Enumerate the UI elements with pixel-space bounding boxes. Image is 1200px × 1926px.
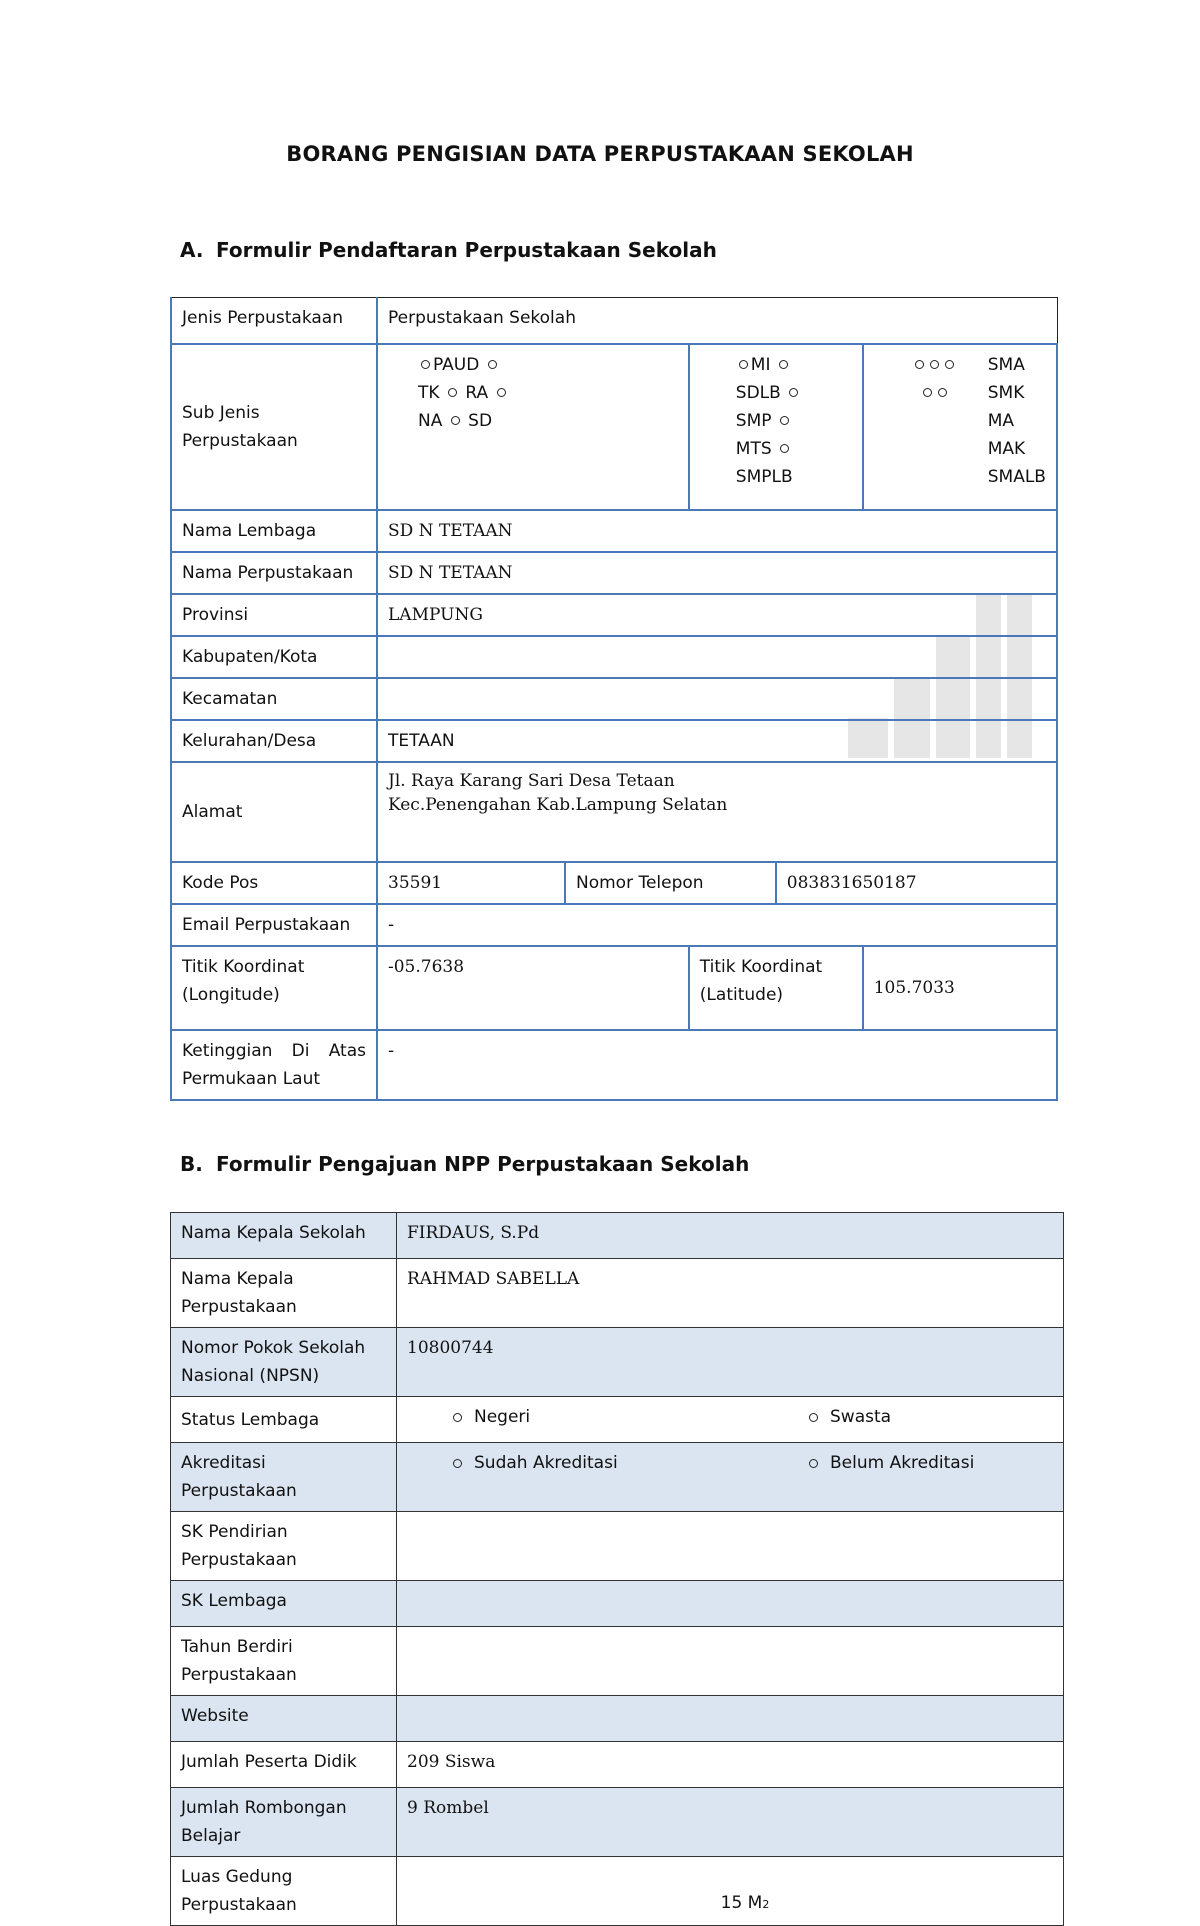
ketinggian-label: Ketinggian Di Atas Permukaan Laut [171,1030,377,1100]
alamat-line2: Kec.Penengahan Kab.Lampung Selatan [388,794,728,815]
nama-perpus-label: Nama Perpustakaan [171,552,377,594]
sub-jenis-label: Sub Jenis Perpustakaan [171,344,377,510]
radio-negeri[interactable] [453,1413,462,1422]
section-b-heading [180,1152,749,1176]
section-a-heading [180,238,717,262]
status-options [397,1397,1064,1443]
opt-sd: SD [468,410,493,431]
luas-unit-sub: 2 [762,1898,770,1911]
alamat-label: Alamat [171,762,377,862]
row-kepala-perpus [171,1259,1064,1328]
email-label: Email Perpustakaan [171,904,377,946]
website-value[interactable] [397,1696,1064,1742]
opt-na: NA [418,410,443,431]
longitude-value[interactable]: -05.7638 [377,946,689,1030]
sk-pendirian-label: SK Pendirian Perpustakaan [171,1512,397,1581]
row-tahun [171,1627,1064,1696]
sk-lembaga-label: SK Lembaga [171,1581,397,1627]
akreditasi-options [397,1443,1064,1512]
status-label: Status Lembaga [171,1397,397,1443]
peserta-label: Jumlah Peserta Didik [171,1742,397,1788]
peserta-value[interactable]: 209 Siswa [397,1742,1064,1788]
kecamatan-label: Kecamatan [171,678,377,720]
tahun-value[interactable] [397,1627,1064,1696]
opt-smp: SMP [735,410,772,431]
status-swasta: Swasta [830,1407,892,1427]
radio-mi[interactable] [739,360,748,369]
latitude-value[interactable]: 105.7033 [863,946,1057,1030]
sk-lembaga-value[interactable] [397,1581,1064,1627]
sub-jenis-col3 [863,344,1057,510]
status-negeri: Negeri [474,1407,531,1427]
opt-paud: PAUD [433,354,480,375]
radio-sd[interactable] [451,416,460,425]
ketinggian-value[interactable]: - [377,1030,1057,1100]
opt-tk: TK [418,382,440,403]
radio-ma[interactable] [945,360,954,369]
row-sk-lembaga [171,1581,1064,1627]
sub-jenis-col2 [689,344,863,510]
row-kecamatan [171,678,1057,720]
radio-belum-akreditasi[interactable] [809,1459,818,1468]
kepala-perpus-value[interactable]: RAHMAD SABELLA [397,1259,1064,1328]
jenis-label: Jenis Perpustakaan [171,298,377,344]
row-sub-jenis [171,344,1057,510]
section-a-letter: A. [180,238,204,262]
row-email [171,904,1057,946]
website-label: Website [171,1696,397,1742]
registration-form-table [170,297,1058,1101]
row-kabupaten [171,636,1057,678]
npsn-label: Nomor Pokok Sekolah Nasional (NPSN) [171,1328,397,1397]
opt-mts: MTS [735,438,772,459]
row-provinsi [171,594,1057,636]
opt-sdlb: SDLB [735,382,781,403]
rombel-value[interactable]: 9 Rombel [397,1788,1064,1857]
row-kodepos [171,862,1057,904]
luas-value-cell[interactable] [397,1857,1064,1926]
latitude-label: Titik Koordinat (Latitude) [689,946,863,1030]
kabupaten-label: Kabupaten/Kota [171,636,377,678]
nama-lembaga-value[interactable]: SD N TETAAN [377,510,1057,552]
row-rombel [171,1788,1064,1857]
section-b-title: Formulir Pengajuan NPP Perpustakaan Sekolah [216,1152,750,1176]
opt-ma: MA [987,410,1015,431]
radio-ra[interactable] [448,388,457,397]
akreditasi-sudah: Sudah Akreditasi [474,1453,618,1473]
opt-ra: RA [465,382,489,403]
kelurahan-value[interactable]: TETAAN [377,720,1057,762]
longitude-label: Titik Koordinat (Longitude) [171,946,377,1030]
row-status [171,1397,1064,1443]
row-akreditasi [171,1443,1064,1512]
nama-perpus-value[interactable]: SD N TETAAN [377,552,1057,594]
row-koordinat [171,946,1057,1030]
radio-paud[interactable] [421,360,430,369]
opt-sma: SMA [987,354,1025,375]
row-ketinggian [171,1030,1057,1100]
email-value[interactable]: - [377,904,1057,946]
rombel-label: Jumlah Rombongan Belajar [171,1788,397,1857]
radio-swasta[interactable] [809,1413,818,1422]
telepon-value[interactable]: 083831650187 [776,862,1057,904]
kepala-perpus-label: Nama Kepala Perpustakaan [171,1259,397,1328]
radio-smk[interactable] [930,360,939,369]
row-luas [171,1857,1064,1926]
kepala-sekolah-label: Nama Kepala Sekolah [171,1213,397,1259]
radio-mts[interactable] [780,416,789,425]
kepala-sekolah-value[interactable]: FIRDAUS, S.Pd [397,1213,1064,1259]
npsn-value[interactable]: 10800744 [397,1328,1064,1397]
luas-label: Luas Gedung Perpustakaan [171,1857,397,1926]
akreditasi-belum: Belum Akreditasi [830,1453,975,1473]
opt-smalb: SMALB [987,466,1046,487]
alamat-value[interactable] [377,762,1057,862]
kodepos-label: Kode Pos [171,862,377,904]
section-b-letter: B. [180,1152,203,1176]
section-a-title: Formulir Pendaftaran Perpustakaan Sekolah [216,238,717,262]
radio-sdlb[interactable] [779,360,788,369]
opt-mi: MI [750,354,771,375]
radio-mak[interactable] [923,388,932,397]
row-kepala-sekolah [171,1213,1064,1259]
opt-mak: MAK [987,438,1026,459]
kelurahan-label: Kelurahan/Desa [171,720,377,762]
tahun-label: Tahun Berdiri Perpustakaan [171,1627,397,1696]
kabupaten-value[interactable] [377,636,1057,678]
row-peserta [171,1742,1064,1788]
provinsi-value[interactable]: LAMPUNG [377,594,1057,636]
radio-smplb[interactable] [780,444,789,453]
row-jenis [171,298,1057,344]
jenis-value[interactable]: Perpustakaan Sekolah [377,298,1057,344]
sub-jenis-col1 [377,344,689,510]
kodepos-value[interactable]: 35591 [377,862,565,904]
radio-tk[interactable] [488,360,497,369]
telepon-label: Nomor Telepon [565,862,776,904]
row-nama-lembaga [171,510,1057,552]
radio-na[interactable] [497,388,506,397]
radio-sudah-akreditasi[interactable] [453,1459,462,1468]
row-kelurahan [171,720,1057,762]
page-title: BORANG PENGISIAN DATA PERPUSTAKAAN SEKOLAH [286,142,914,166]
radio-smalb[interactable] [938,388,947,397]
row-alamat [171,762,1057,862]
opt-smk: SMK [987,382,1025,403]
akreditasi-label: Akreditasi Perpustakaan [171,1443,397,1512]
radio-smp[interactable] [789,388,798,397]
kecamatan-value[interactable] [377,678,1057,720]
alamat-line1: Jl. Raya Karang Sari Desa Tetaan [388,770,675,791]
radio-sma[interactable] [915,360,924,369]
row-npsn [171,1328,1064,1397]
row-sk-pendirian [171,1512,1064,1581]
row-nama-perpus [171,552,1057,594]
npp-form-table [170,1212,1064,1926]
luas-value: 15 M [720,1893,763,1913]
row-website [171,1696,1064,1742]
opt-smplb: SMPLB [735,466,793,487]
sk-pendirian-value[interactable] [397,1512,1064,1581]
provinsi-label: Provinsi [171,594,377,636]
nama-lembaga-label: Nama Lembaga [171,510,377,552]
